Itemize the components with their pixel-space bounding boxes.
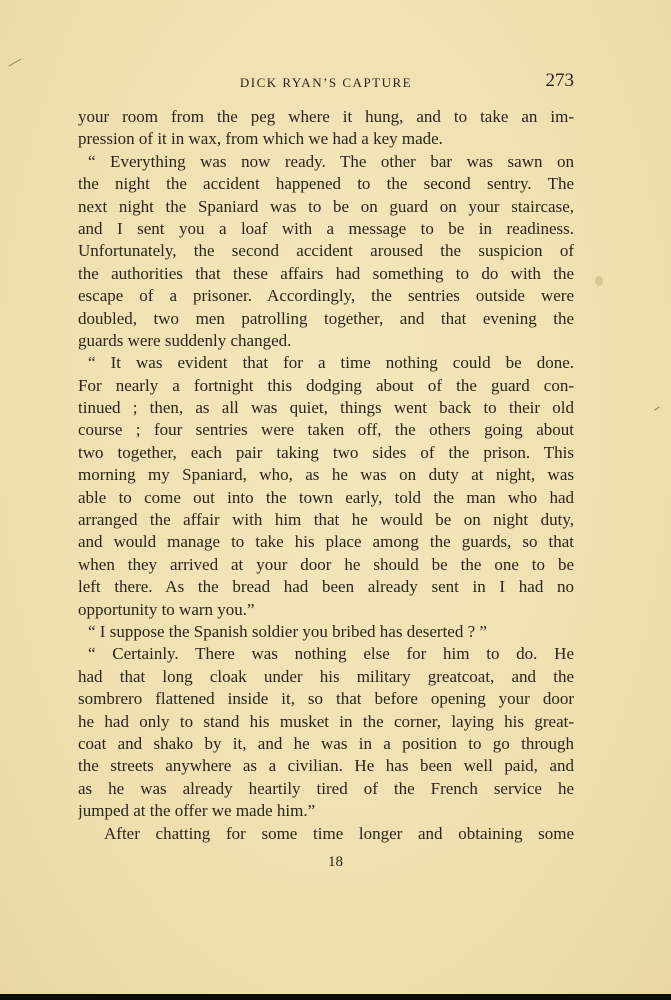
- text-line: as he was already heartily tired of the French service he: [78, 778, 574, 798]
- text-line: jumped at the offer we made him.”: [78, 801, 316, 821]
- text-line: had that long cloak under his military greatcoat, and the: [78, 666, 574, 686]
- running-head: [78, 70, 574, 96]
- text-line: the streets anywhere as a civilian. He has been well paid, and: [78, 756, 574, 776]
- text-line: next night the Spaniard was to be on guard on your staircase,: [78, 196, 574, 216]
- margin-mark: [654, 406, 659, 410]
- text-line: coat and shako by it, and he was in a position to go through: [78, 733, 574, 753]
- text-line: course ; four sentries were taken off, the others going about: [78, 420, 574, 440]
- text-line: the night the accident happened to the second sentry. The: [78, 174, 574, 194]
- text-line: escape of a prisoner. Accordingly, the sentries outside were: [78, 286, 574, 306]
- signature-mark: 18: [328, 854, 343, 870]
- running-title: DICK RYAN’S CAPTURE: [239, 75, 413, 90]
- text-line: sombrero flattened inside it, so that before opening your door: [78, 689, 574, 709]
- text-line: able to come out into the town early, told the man who had: [78, 487, 574, 507]
- text-line: “ Certainly. There was nothing else for him to do. He: [88, 644, 574, 664]
- text-line: when they arrived at your door he should be the one to be: [78, 554, 574, 574]
- text-line: pression of it in wax, from which we had a key made.: [78, 129, 443, 149]
- text-line: the authorities that these affairs had something to do with the: [78, 263, 574, 283]
- page-number: 273: [545, 70, 574, 91]
- text-line: For nearly a fortnight this dodging about of the guard con-: [78, 375, 574, 395]
- text-line: tinued ; then, as all was quiet, things went back to their old: [78, 398, 574, 418]
- body-text: [78, 106, 574, 845]
- text-line: doubled, two men patrolling together, and that evening the: [78, 308, 574, 328]
- text-line: Unfortunately, the second accident aroused the suspicion of: [78, 241, 574, 261]
- text-line: After chatting for some time longer and obtaining some: [104, 823, 574, 843]
- margin-mark: [9, 59, 22, 67]
- text-line: opportunity to warn you.”: [78, 599, 255, 619]
- text-line: and would manage to take his place among the guards, so that: [78, 532, 574, 552]
- text-line: and I sent you a loaf with a message to be in readiness.: [78, 218, 574, 238]
- text-line: left there. As the bread had been already sent in I had no: [78, 577, 574, 597]
- text-line: “ It was evident that for a time nothing could be done.: [88, 353, 574, 373]
- text-line: two together, each pair taking two sides of the prison. This: [78, 442, 574, 462]
- text-line: “ I suppose the Spanish soldier you bribed has deserted ? ”: [88, 621, 487, 641]
- paper-stain: [595, 276, 603, 286]
- text-line: guards were suddenly changed.: [78, 330, 292, 350]
- scan-bottom-edge: [0, 994, 671, 1000]
- text-line: your room from the peg where it hung, and to take an im-: [78, 107, 574, 126]
- text-line: arranged the affair with him that he would be on night duty,: [78, 510, 574, 530]
- text-line: morning my Spaniard, who, as he was on duty at night, was: [78, 465, 574, 485]
- text-line: “ Everything was now ready. The other bar was sawn on: [88, 151, 574, 171]
- text-line: he had only to stand his musket in the corner, laying his great-: [78, 711, 574, 731]
